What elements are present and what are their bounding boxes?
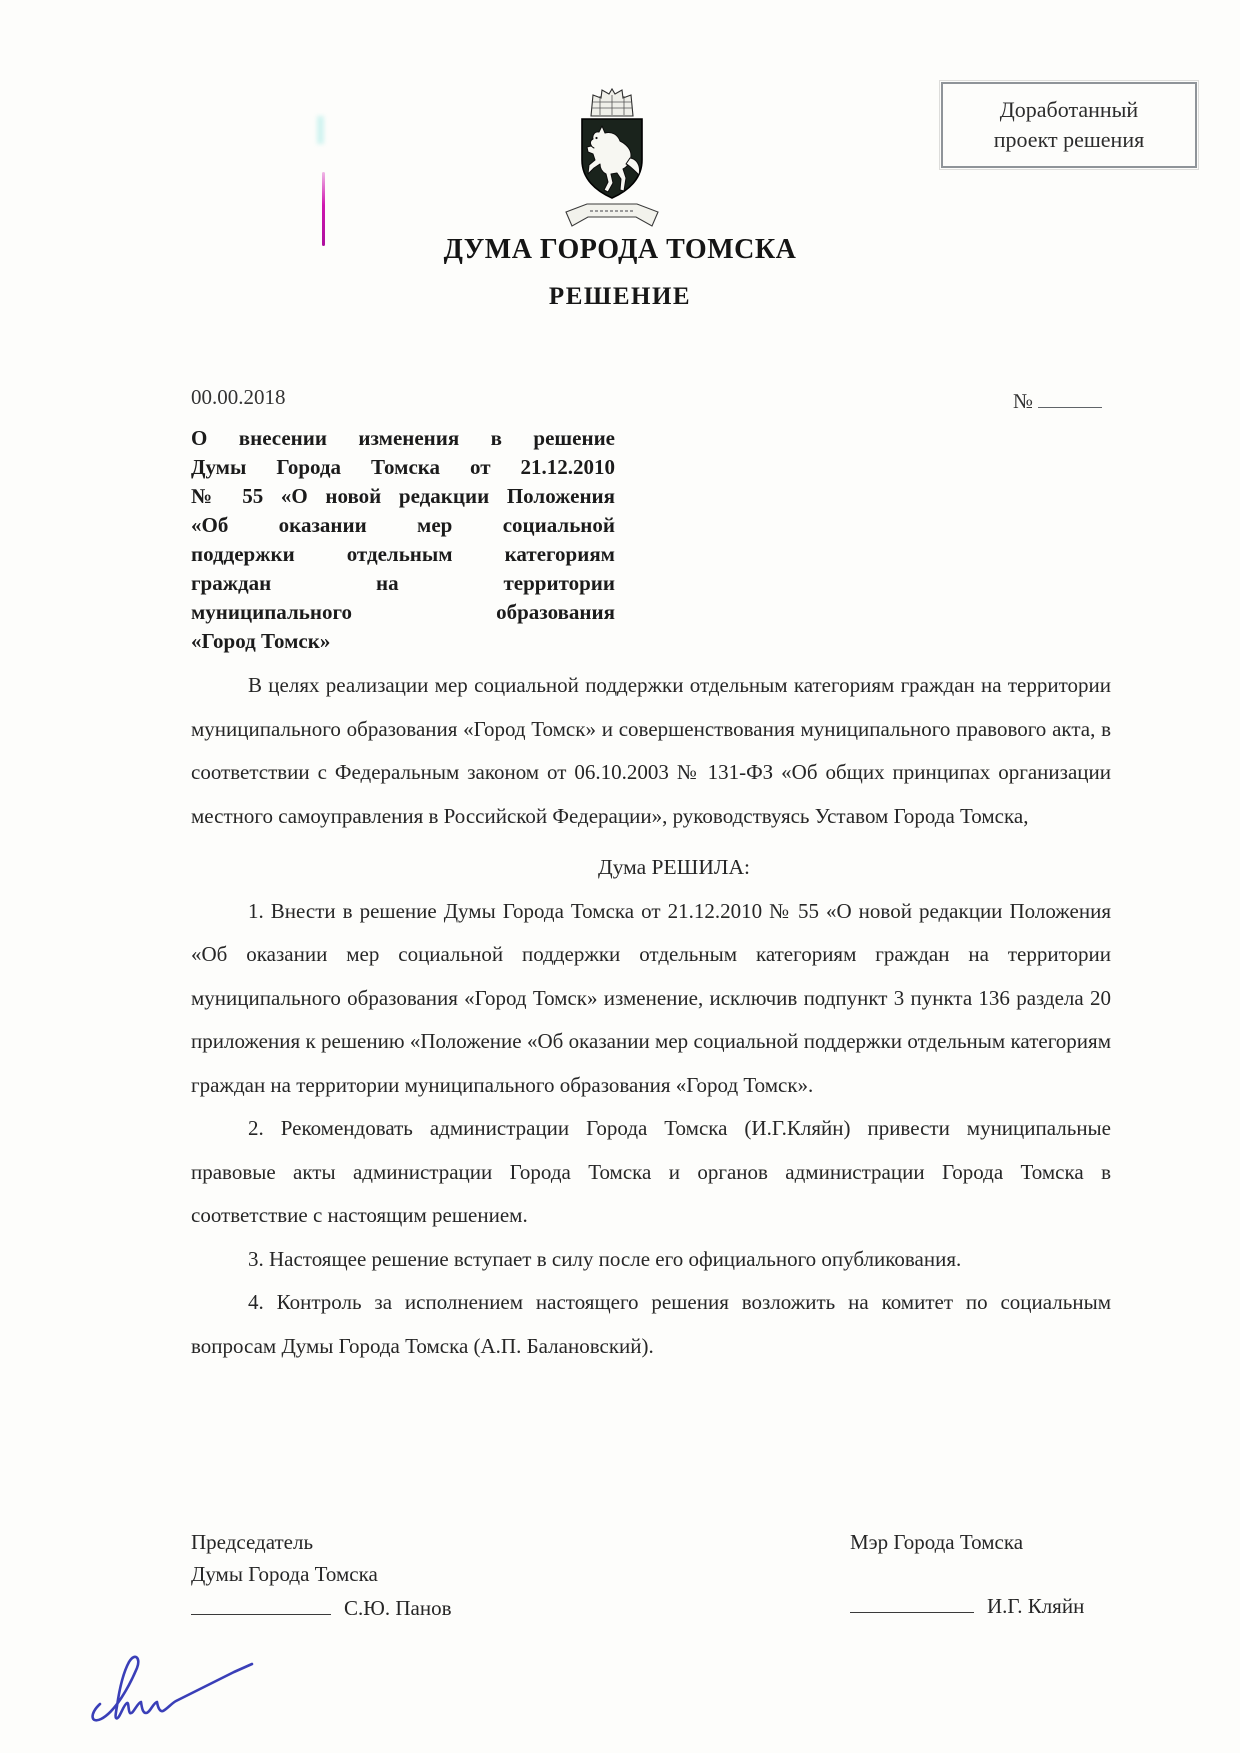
document-type-title: РЕШЕНИЕ bbox=[548, 283, 692, 310]
stamp-line-1: Доработанный bbox=[999, 97, 1139, 122]
subject-line: № 55 «О новой редакции Положения bbox=[191, 484, 615, 508]
subject-block bbox=[191, 424, 615, 656]
resolution-heading: Дума РЕШИЛА: bbox=[598, 855, 750, 879]
chairman-name: С.Ю. Панов bbox=[344, 1596, 452, 1620]
resolution-item-3: 3. Настоящее решение вступает в силу после его официального опубликования. bbox=[248, 1246, 962, 1271]
document-number bbox=[1013, 385, 1102, 414]
number-blank-line bbox=[1038, 385, 1102, 408]
subject-line: О внесении изменения в решение bbox=[191, 426, 615, 450]
subject-line: Думы Города Томска от 21.12.2010 bbox=[191, 455, 615, 479]
mayor-name: И.Г. Кляйн bbox=[987, 1594, 1085, 1618]
chairman-title-line-1: Председатель bbox=[191, 1530, 314, 1554]
subject-line: «Город Томск» bbox=[191, 629, 331, 653]
signature-block-chairman bbox=[191, 1526, 451, 1624]
handwritten-signature bbox=[84, 1640, 309, 1753]
coat-of-arms-icon bbox=[560, 86, 664, 238]
organization-title: ДУМА ГОРОДА ТОМСКА bbox=[443, 234, 797, 265]
mayor-title: Мэр Города Томска bbox=[850, 1530, 1024, 1554]
signature-block-mayor bbox=[850, 1526, 1084, 1622]
document-date: 00.00.2018 bbox=[191, 385, 286, 409]
scan-artifact-cyan-smudge bbox=[317, 116, 324, 144]
chairman-title-line-2: Думы Города Томска bbox=[191, 1562, 378, 1586]
subject-line: муниципального образования bbox=[191, 600, 615, 624]
subject-line: граждан на территории bbox=[191, 571, 615, 595]
resolution-item-2: 2. Рекомендовать администрации Города Томска (И.Г.Кляйн) привести муниципальные правовые акты администрации Города Томска и органов администрации Города Томска в соответствие с настоящим решением. bbox=[191, 1116, 1111, 1227]
approval-stamp-box bbox=[941, 82, 1197, 168]
resolution-item-4: 4. Контроль за исполнением настоящего решения возложить на комитет по социальным вопросам Думы Города Томска (А.П. Балановский). bbox=[191, 1290, 1111, 1358]
preamble-paragraph: В целях реализации мер социальной поддержки отдельным категориям граждан на территории муниципального образования «Город Томск» и совершенствования муниципального правового акта, в соответствии с Федеральным законом от 06.10.2003 № 131-ФЗ «Об общих принципах организации местного самоуправления в Российской Федерации», руководствуясь Уставом Города Томска, bbox=[191, 673, 1111, 828]
signature-underline bbox=[191, 1590, 331, 1615]
spacer bbox=[850, 1558, 1084, 1588]
resolution-item-1: 1. Внести в решение Думы Города Томска от 21.12.2010 № 55 «О новой редакции Положения «Об оказании мер социальной поддержки отдельным категориям граждан на территории муниципального образования «Город Томск» изменение, исключив подпункт 3 пункта 136 раздела 20 приложения к решению «Положение «Об оказании мер социальной поддержки отдельным категориям граждан на территории муниципального образования «Город Томск». bbox=[191, 898, 1111, 1097]
document-number-label: № bbox=[1013, 389, 1034, 413]
subject-line: поддержки отдельным категориям bbox=[191, 542, 615, 566]
document-body bbox=[191, 664, 1111, 1368]
signature-underline bbox=[850, 1588, 974, 1613]
subject-line: «Об оказании мер социальной bbox=[191, 513, 615, 537]
stamp-line-2: проект решения bbox=[993, 127, 1145, 152]
